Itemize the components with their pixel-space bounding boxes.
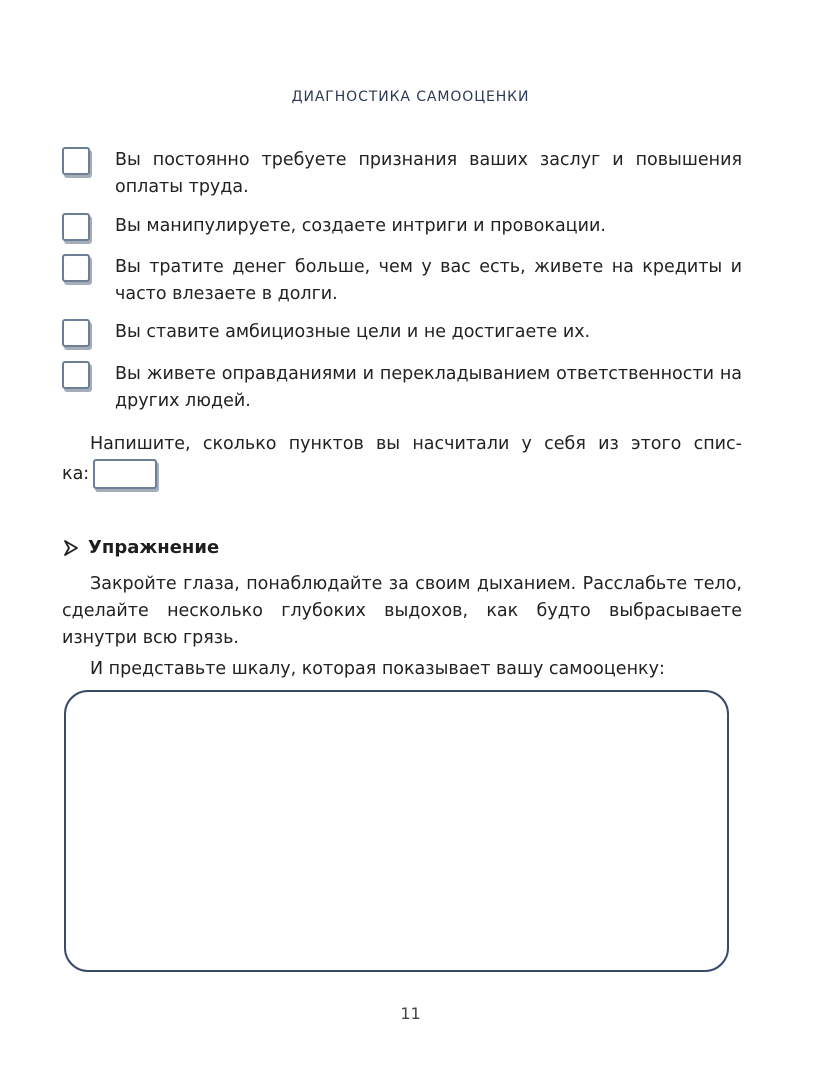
count-answer-box[interactable] xyxy=(93,459,157,489)
page-number: 11 xyxy=(400,1004,421,1023)
exercise-paragraph: Закройте глаза, понаблюдайте за своим дыханием. Расслабьте тело, сделайте несколько глубоких выдохов, как будто выбрасываете изнутри всю грязь. xyxy=(62,574,742,648)
checklist-item-text: Вы тратите денег больше, чем у вас есть, живете на кредиты и часто влезаете в долги. xyxy=(115,257,742,304)
count-prompt xyxy=(62,430,742,489)
checkbox[interactable] xyxy=(62,213,90,241)
checklist-item-text: Вы ставите амбициозные цели и не достигаете их. xyxy=(115,322,591,342)
count-prompt-text: Напишите, сколько пунктов вы насчитали у себя из этого спис- xyxy=(90,434,742,454)
checkbox[interactable] xyxy=(62,361,90,389)
exercise-paragraph: И представьте шкалу, которая показывает вашу самооценку: xyxy=(90,659,665,679)
checklist-item-text: Вы постоянно требуете признания ваших заслуг и повышения оплаты труда. xyxy=(115,150,742,197)
exercise-heading xyxy=(62,537,219,558)
arrowhead-icon xyxy=(62,539,80,557)
checklist-item xyxy=(62,254,742,308)
count-prompt-line xyxy=(62,459,742,489)
checklist-item-text: Вы живете оправданиями и перекладыванием ответственности на других людей. xyxy=(115,364,742,411)
checklist-item xyxy=(62,147,742,201)
checklist-item xyxy=(62,213,742,241)
checkbox[interactable] xyxy=(62,147,90,175)
checklist-item xyxy=(62,361,742,415)
running-head: ДИАГНОСТИКА САМООЦЕНКИ xyxy=(291,89,530,105)
count-prompt-text-end: ка: xyxy=(62,463,90,484)
checklist-item xyxy=(62,319,742,347)
checkbox[interactable] xyxy=(62,319,90,347)
exercise-heading-text: Упражнение xyxy=(88,537,220,558)
checkbox[interactable] xyxy=(62,254,90,282)
self-esteem-scale-drawing-area[interactable] xyxy=(64,690,729,972)
checklist-item-text: Вы манипулируете, создаете интриги и провокации. xyxy=(115,216,606,236)
